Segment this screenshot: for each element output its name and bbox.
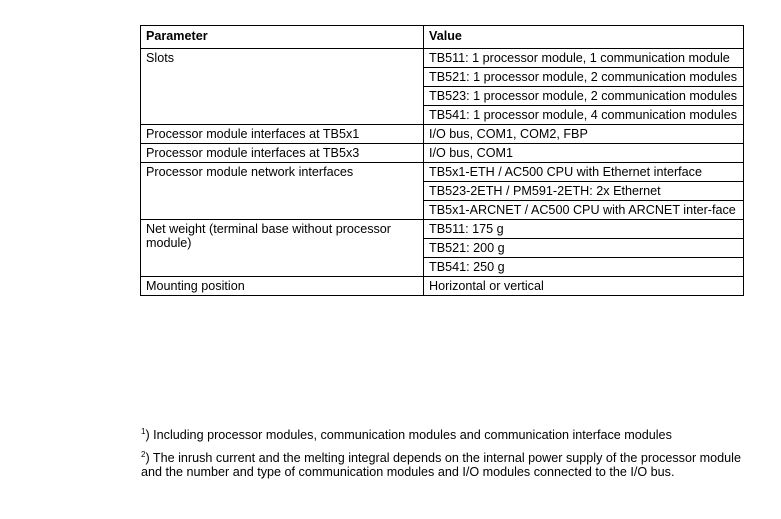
- value-cell: TB511: 1 processor module, 1 communication module: [424, 49, 744, 68]
- table-header-row: [141, 26, 744, 49]
- parameter-cell: Mounting position: [141, 277, 424, 296]
- value-cell: TB523-2ETH / PM591-2ETH: 2x Ethernet: [424, 182, 744, 201]
- footnote-2: [141, 451, 741, 479]
- footnotes: [141, 428, 741, 488]
- footnote-text: Including processor modules, communication modules and communication interface modules: [149, 428, 672, 442]
- value-cell: TB541: 250 g: [424, 258, 744, 277]
- parameter-cell: Net weight (terminal base without processor module): [141, 220, 424, 277]
- value-cell: Horizontal or vertical: [424, 277, 744, 296]
- value-cell: I/O bus, COM1, COM2, FBP: [424, 125, 744, 144]
- parameter-cell: Processor module network interfaces: [141, 163, 424, 220]
- value-cell: TB511: 175 g: [424, 220, 744, 239]
- value-cell: TB521: 200 g: [424, 239, 744, 258]
- table-body: [141, 49, 744, 296]
- footnote-marker-suffix: ): [145, 451, 150, 465]
- table-row: [141, 220, 744, 239]
- footnote-marker-suffix: ): [145, 428, 150, 442]
- parameter-cell: Processor module interfaces at TB5x1: [141, 125, 424, 144]
- column-header-value: Value: [424, 26, 744, 49]
- value-cell: TB5x1-ETH / AC500 CPU with Ethernet interface: [424, 163, 744, 182]
- value-cell: TB5x1-ARCNET / AC500 CPU with ARCNET inter-face: [424, 201, 744, 220]
- footnote-text: The inrush current and the melting integral depends on the internal power supply of the processor module and the number and type of communication modules and I/O modules connected to the I/O bus.: [141, 451, 741, 479]
- table-row: [141, 125, 744, 144]
- column-header-parameter: Parameter: [141, 26, 424, 49]
- specification-table: [140, 25, 744, 296]
- value-cell: TB523: 1 processor module, 2 communication modules: [424, 87, 744, 106]
- table-row: [141, 49, 744, 68]
- footnote-1: [141, 428, 741, 442]
- parameter-cell: Slots: [141, 49, 424, 125]
- value-cell: TB521: 1 processor module, 2 communication modules: [424, 68, 744, 87]
- footnote-marker: 2: [141, 450, 146, 459]
- footnote-marker: 1: [141, 427, 146, 436]
- table-row: [141, 163, 744, 182]
- parameter-cell: Processor module interfaces at TB5x3: [141, 144, 424, 163]
- table-row: [141, 277, 744, 296]
- table-row: [141, 144, 744, 163]
- value-cell: TB541: 1 processor module, 4 communication modules: [424, 106, 744, 125]
- value-cell: I/O bus, COM1: [424, 144, 744, 163]
